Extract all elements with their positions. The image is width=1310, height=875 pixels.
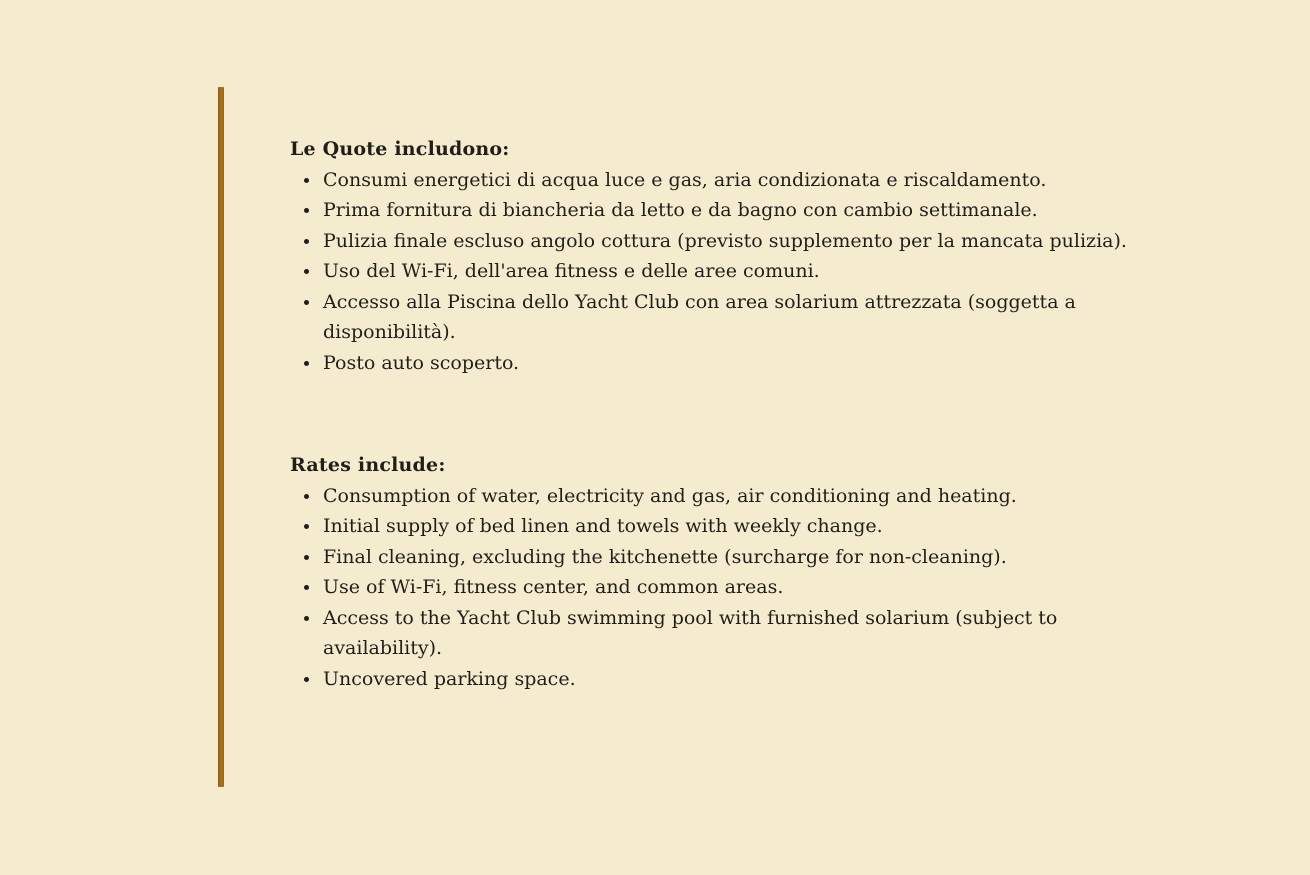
list-item [290, 256, 1130, 287]
list-item-text: Posto auto scoperto. [323, 351, 520, 374]
bullet-dot-icon [304, 178, 309, 183]
list-item-text: Uncovered parking space. [323, 667, 576, 690]
list-item [290, 572, 1130, 603]
list-item-text: Consumi energetici di acqua luce e gas, aria condizionata e riscaldamento. [323, 168, 1047, 191]
bullet-dot-icon [304, 677, 309, 682]
section-english [290, 450, 1130, 694]
list-item-text: Accesso alla Piscina dello Yacht Club con area solarium attrezzata (soggetta a disponibilità). [323, 290, 1076, 343]
bullet-dot-icon [304, 524, 309, 529]
bullet-dot-icon [304, 585, 309, 590]
list-item-text: Prima fornitura di biancheria da letto e da bagno con cambio settimanale. [323, 199, 1038, 221]
bullet-dot-icon [304, 239, 309, 244]
vertical-accent-bar [218, 87, 224, 787]
list-item-text: Initial supply of bed linen and towels with weekly change. [323, 515, 883, 537]
list-item [290, 481, 1130, 512]
list-item [290, 165, 1130, 196]
list-item [290, 348, 1130, 379]
bullet-dot-icon [304, 555, 309, 560]
list-item-text: Final cleaning, excluding the kitchenette (surcharge for non-cleaning). [323, 545, 1007, 568]
bullet-list-italian [290, 165, 1130, 379]
list-item-text: Pulizia finale escluso angolo cottura (previsto supplemento per la mancata pulizia). [323, 229, 1127, 252]
list-item-text: Uso del Wi-Fi, dell'area fitness e delle aree comuni. [323, 260, 820, 282]
section-heading-english: Rates include: [290, 454, 446, 476]
bullet-dot-icon [304, 494, 309, 499]
list-item [290, 195, 1130, 226]
list-item-text: Consumption of water, electricity and gas, air conditioning and heating. [323, 484, 1017, 507]
list-item-text: Access to the Yacht Club swimming pool with furnished solarium (subject to availability). [323, 606, 1058, 659]
content-area [290, 134, 1130, 694]
bullet-dot-icon [304, 616, 309, 621]
list-item [290, 664, 1130, 695]
list-item [290, 287, 1130, 348]
bullet-dot-icon [304, 269, 309, 274]
bullet-dot-icon [304, 208, 309, 213]
list-item [290, 603, 1130, 664]
bullet-dot-icon [304, 361, 309, 366]
bullet-list-english [290, 481, 1130, 695]
list-item [290, 511, 1130, 542]
section-heading-italian: Le Quote includono: [290, 138, 510, 160]
list-item [290, 542, 1130, 573]
list-item [290, 226, 1130, 257]
bullet-dot-icon [304, 300, 309, 305]
list-item-text: Use of Wi-Fi, fitness center, and common areas. [323, 576, 784, 598]
section-italian [290, 134, 1130, 378]
